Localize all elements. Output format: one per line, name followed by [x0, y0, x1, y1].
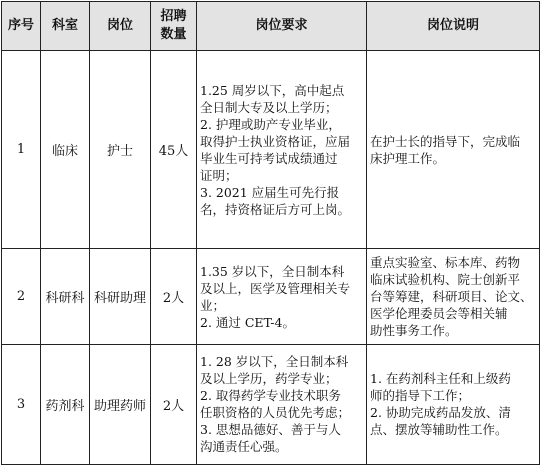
requirement-line: 3. 思想品德好、善于与人 — [200, 422, 341, 438]
header-dept: 科室 — [41, 2, 90, 51]
description-line: 点、摆放等辅助性工作。 — [370, 422, 508, 438]
cell-seq: 2 — [2, 249, 41, 345]
cell-dept: 临床 — [41, 51, 90, 249]
requirement-line: 及以上，医学及管理相关专 — [200, 280, 351, 296]
table-row — [2, 344, 540, 464]
table-row — [2, 51, 540, 249]
table-header — [2, 2, 540, 51]
requirement-line: 业； — [200, 297, 226, 313]
description-line: 1. 在药剂科主任和上级药 — [370, 371, 511, 387]
requirement-line: 毕业生可持考试成绩通过 — [200, 150, 338, 166]
description-line: 助性事务工作。 — [370, 323, 458, 339]
cell-description — [367, 51, 540, 249]
header-seq: 序号 — [2, 2, 41, 51]
cell-quota: 45人 — [151, 51, 197, 249]
requirement-line: 2. 取得药学专业技术职务 — [200, 388, 341, 404]
recruitment-table — [1, 1, 540, 465]
requirement-line: 全日制大专及以上学历； — [200, 99, 338, 115]
description-line: 医学伦理委员会等相关辅 — [370, 306, 508, 322]
header-quota — [151, 2, 197, 51]
cell-description — [367, 249, 540, 345]
cell-post: 护士 — [90, 51, 151, 249]
cell-quota: 2人 — [151, 344, 197, 464]
requirement-line: 2. 通过 CET-4。 — [200, 314, 295, 330]
requirement-line: 1. 28 岁以下，全日制本科 — [200, 354, 349, 370]
cell-seq: 3 — [2, 344, 41, 464]
requirement-line: 沟通责任心强。 — [200, 439, 288, 455]
table-row — [2, 249, 540, 345]
cell-description — [367, 344, 540, 464]
description-line: 临床试验机构、院士创新平 — [370, 272, 521, 288]
requirement-line: 证明； — [200, 167, 238, 183]
cell-requirements — [197, 51, 367, 249]
requirement-line: 任职资格的人员优先考虑； — [200, 405, 351, 421]
cell-requirements — [197, 249, 367, 345]
requirement-line: 3. 2021 应届生可先行报 — [200, 184, 340, 200]
requirement-line: 2. 护理或助产专业毕业， — [200, 116, 341, 132]
requirement-line: 1.25 周岁以下，高中起点 — [200, 82, 345, 98]
description-line: 2. 协助完成药品发放、清 — [370, 405, 511, 421]
header-description: 岗位说明 — [367, 2, 540, 51]
header-quota-line1: 招聘 — [160, 9, 187, 24]
description-line: 台等筹建，科研项目、论文、 — [370, 289, 533, 305]
header-requirements: 岗位要求 — [197, 2, 367, 51]
description-line: 在护士长的指导下，完成临 — [370, 133, 521, 149]
cell-requirements — [197, 344, 367, 464]
cell-post: 助理药师 — [90, 344, 151, 464]
cell-quota: 2人 — [151, 249, 197, 345]
description-line: 重点实验室、标本库、药物 — [370, 255, 521, 271]
requirement-line: 及以上学历，药学专业； — [200, 371, 338, 387]
header-post: 岗位 — [90, 2, 151, 51]
cell-dept: 药剂科 — [41, 344, 90, 464]
header-quota-line2: 数量 — [160, 27, 187, 42]
requirement-line: 1.35 岁以下，全日制本科 — [200, 263, 345, 279]
cell-dept: 科研科 — [41, 249, 90, 345]
requirement-line: 取得护士执业资格证，应届 — [200, 133, 351, 149]
requirement-line: 名，持资格证后方可上岗。 — [200, 201, 351, 217]
cell-post: 科研助理 — [90, 249, 151, 345]
cell-seq: 1 — [2, 51, 41, 249]
description-line: 床护理工作。 — [370, 150, 446, 166]
description-line: 师的指导下工作； — [370, 388, 471, 404]
